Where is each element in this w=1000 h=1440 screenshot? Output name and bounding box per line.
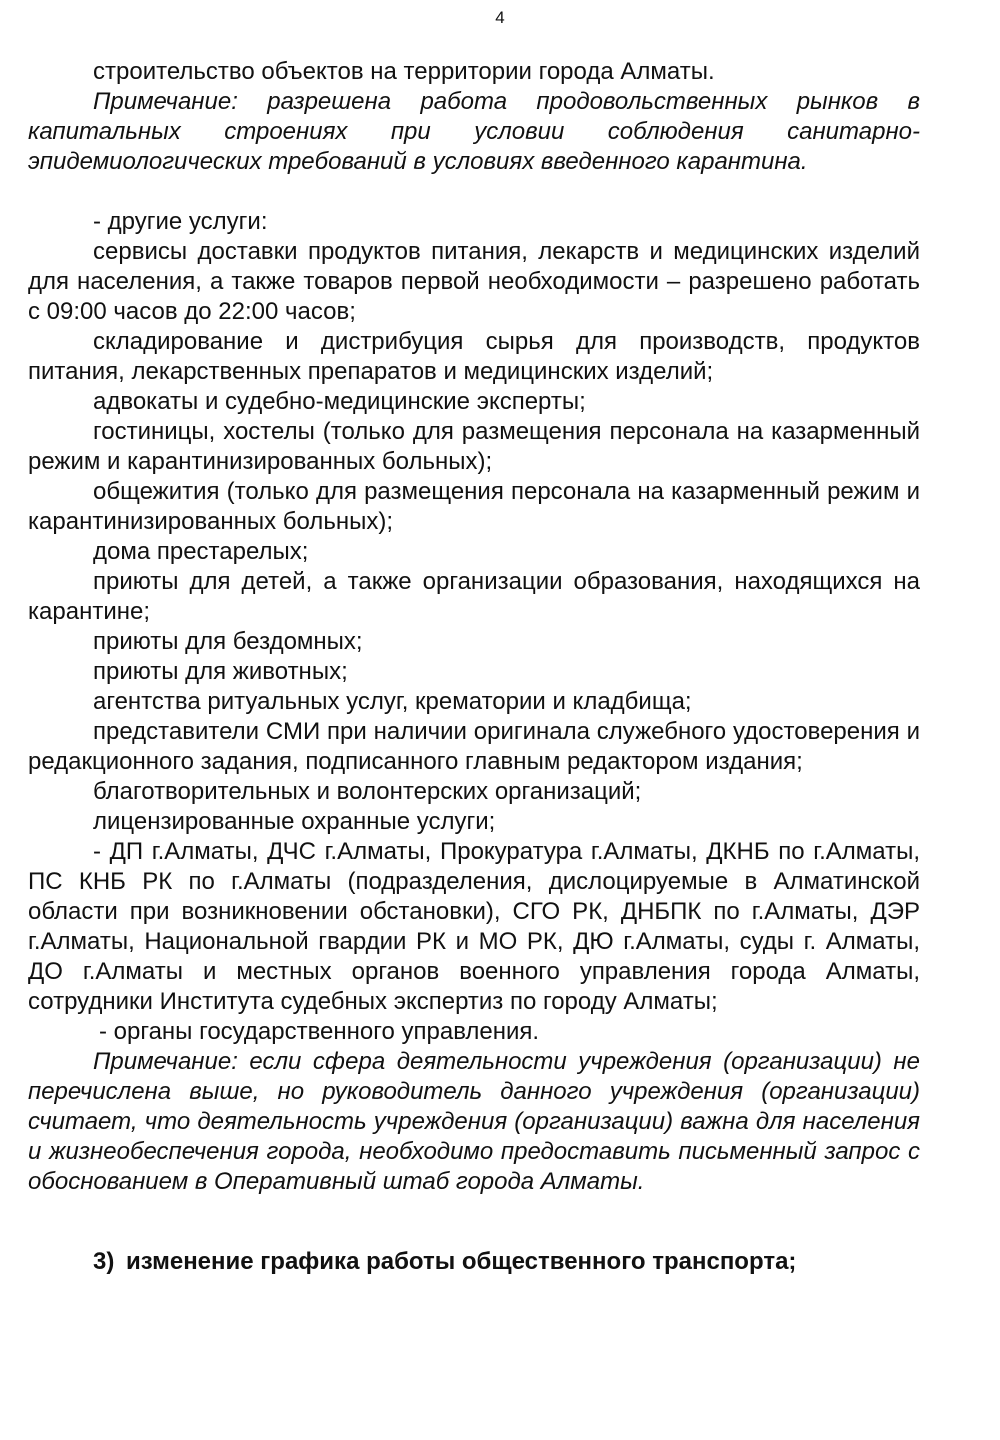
list-item-animal-shelters: приюты для животных;	[93, 658, 348, 685]
list-item-funeral: агентства ритуальных услуг, крематории и кладбища;	[93, 688, 692, 715]
section-number: 3)	[93, 1248, 115, 1275]
page-number: 4	[495, 8, 505, 27]
list-item-media: представители СМИ при наличии оригинала служебного удостоверения и редакционного задания, подписанного главным редактором издания;	[28, 718, 920, 775]
note-food-markets: Примечание: разрешена работа продовольственных рынков в капитальных строениях при условии соблюдения санитарно-эпидемиологических требований в условиях введенного карантина.	[28, 88, 920, 175]
spacer	[28, 1197, 920, 1247]
spacer	[28, 177, 920, 207]
list-item-lawyers: адвокаты и судебно-медицинские эксперты;	[93, 388, 586, 415]
list-item-agencies: - ДП г.Алматы, ДЧС г.Алматы, Прокуратура г.Алматы, ДКНБ по г.Алматы, ПС КНБ РК по г.Алматы (подразделения, дислоцируемые в Алматинской области при возникновении обстановки), СГО РК, ДНБПК по г.Алматы, ДЭР г.Алматы, Национальной гвардии РК и МО РК, ДЮ г.Алматы, суды г. Алматы, ДО г.Алматы и местных органов военного управления города Алматы, сотрудники Института судебных экспертиз по городу Алматы;	[28, 838, 920, 1015]
note-other-organizations: Примечание: если сфера деятельности учреждения (организации) не перечислена выше, но руководитель данного учреждения (организации) считает, что деятельность учреждения (организации) важна для населения и жизнеобеспечения города, необходимо предоставить письменный запрос с обоснованием в Оперативный штаб города Алматы.	[28, 1048, 920, 1195]
list-item-homeless-shelters: приюты для бездомных;	[93, 628, 363, 655]
list-item-nursing-homes: дома престарелых;	[93, 538, 309, 565]
section-heading	[28, 1247, 920, 1277]
section-title: изменение графика работы общественного транспорта;	[126, 1248, 797, 1275]
list-item-delivery: сервисы доставки продуктов питания, лекарств и медицинских изделий для населения, а также товаров первой необходимости – разрешено работать с 09:00 часов до 22:00 часов;	[28, 238, 920, 325]
paragraph-construction: строительство объектов на территории города Алматы.	[93, 58, 715, 85]
list-item-security: лицензированные охранные услуги;	[93, 808, 496, 835]
list-item-warehousing: складирование и дистрибуция сырья для производств, продуктов питания, лекарственных препаратов и медицинских изделий;	[28, 328, 920, 385]
list-item-charity: благотворительных и волонтерских организаций;	[93, 778, 642, 805]
list-item-child-shelters: приюты для детей, а также организации образования, находящихся на карантине;	[28, 568, 920, 625]
paragraph-other-services: - другие услуги:	[93, 208, 268, 235]
list-item-dormitories: общежития (только для размещения персонала на казарменный режим и карантинизированных больных);	[28, 478, 920, 535]
document-body	[28, 57, 920, 1277]
list-item-hotels: гостиницы, хостелы (только для размещения персонала на казарменный режим и карантинизированных больных);	[28, 418, 920, 475]
list-item-government: - органы государственного управления.	[99, 1018, 540, 1045]
